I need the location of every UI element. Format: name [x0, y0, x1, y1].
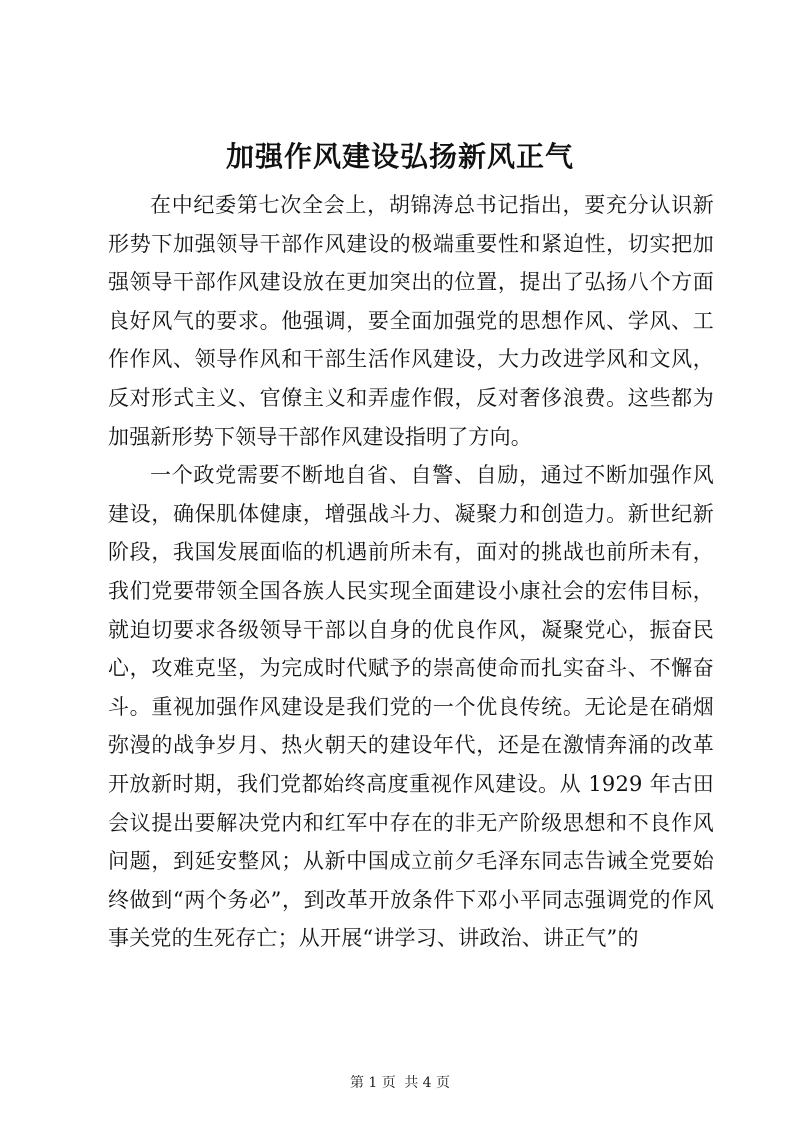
document-title: 加强作风建设弘扬新风正气: [225, 140, 574, 173]
page-number: 第 1 页: [349, 1075, 396, 1091]
page-footer: [0, 1073, 800, 1093]
paragraph-2: 一个政党需要不断地自省、自警、自励，通过不断加强作风建设，确保肌体健康，增强战斗力、凝聚力和创造力。新世纪新阶段，我国发展面临的机遇前所未有，面对的挑战也前所未有，我们党要带领全国各族人民实现全面建设小康社会的宏伟目标，就迫切要求各级领导干部以自身的优良作风，凝聚党心，振奋民心，攻难克坚，为完成时代赋予的崇高使命而扎实奋斗、不懈奋斗。重视加强作风建设是我们党的一个优良传统。无论是在硝烟弥漫的战争岁月、热火朝天的建设年代，还是在激情奔涌的改革开放新时期，我们党都始终高度重视作风建设。从 1929 年古田会议提出要解决党内和红军中存在的非无产阶级思想和不良作风问题，到延安整风；从新中国成立前夕毛泽东同志告诫全党要始终做到“两个务必”，到改革开放条件下邓小平同志强调党的作风事关党的生死存亡；从开展“讲学习、讲政治、讲正气”的: [108, 463, 714, 951]
page-total: 共 4 页: [404, 1075, 451, 1091]
paragraph-1: 在中纪委第七次全会上，胡锦涛总书记指出，要充分认识新形势下加强领导干部作风建设的极端重要性和紧迫性，切实把加强领导干部作风建设放在更加突出的位置，提出了弘扬八个方面良好风气的要求。他强调，要全面加强党的思想作风、学风、工作作风、领导作风和干部生活作风建设，大力改进学风和文风，反对形式主义、官僚主义和弄虚作假，反对奢侈浪费。这些都为加强新形势下领导干部作风建设指明了方向。: [108, 193, 714, 449]
document-body: [108, 186, 714, 958]
